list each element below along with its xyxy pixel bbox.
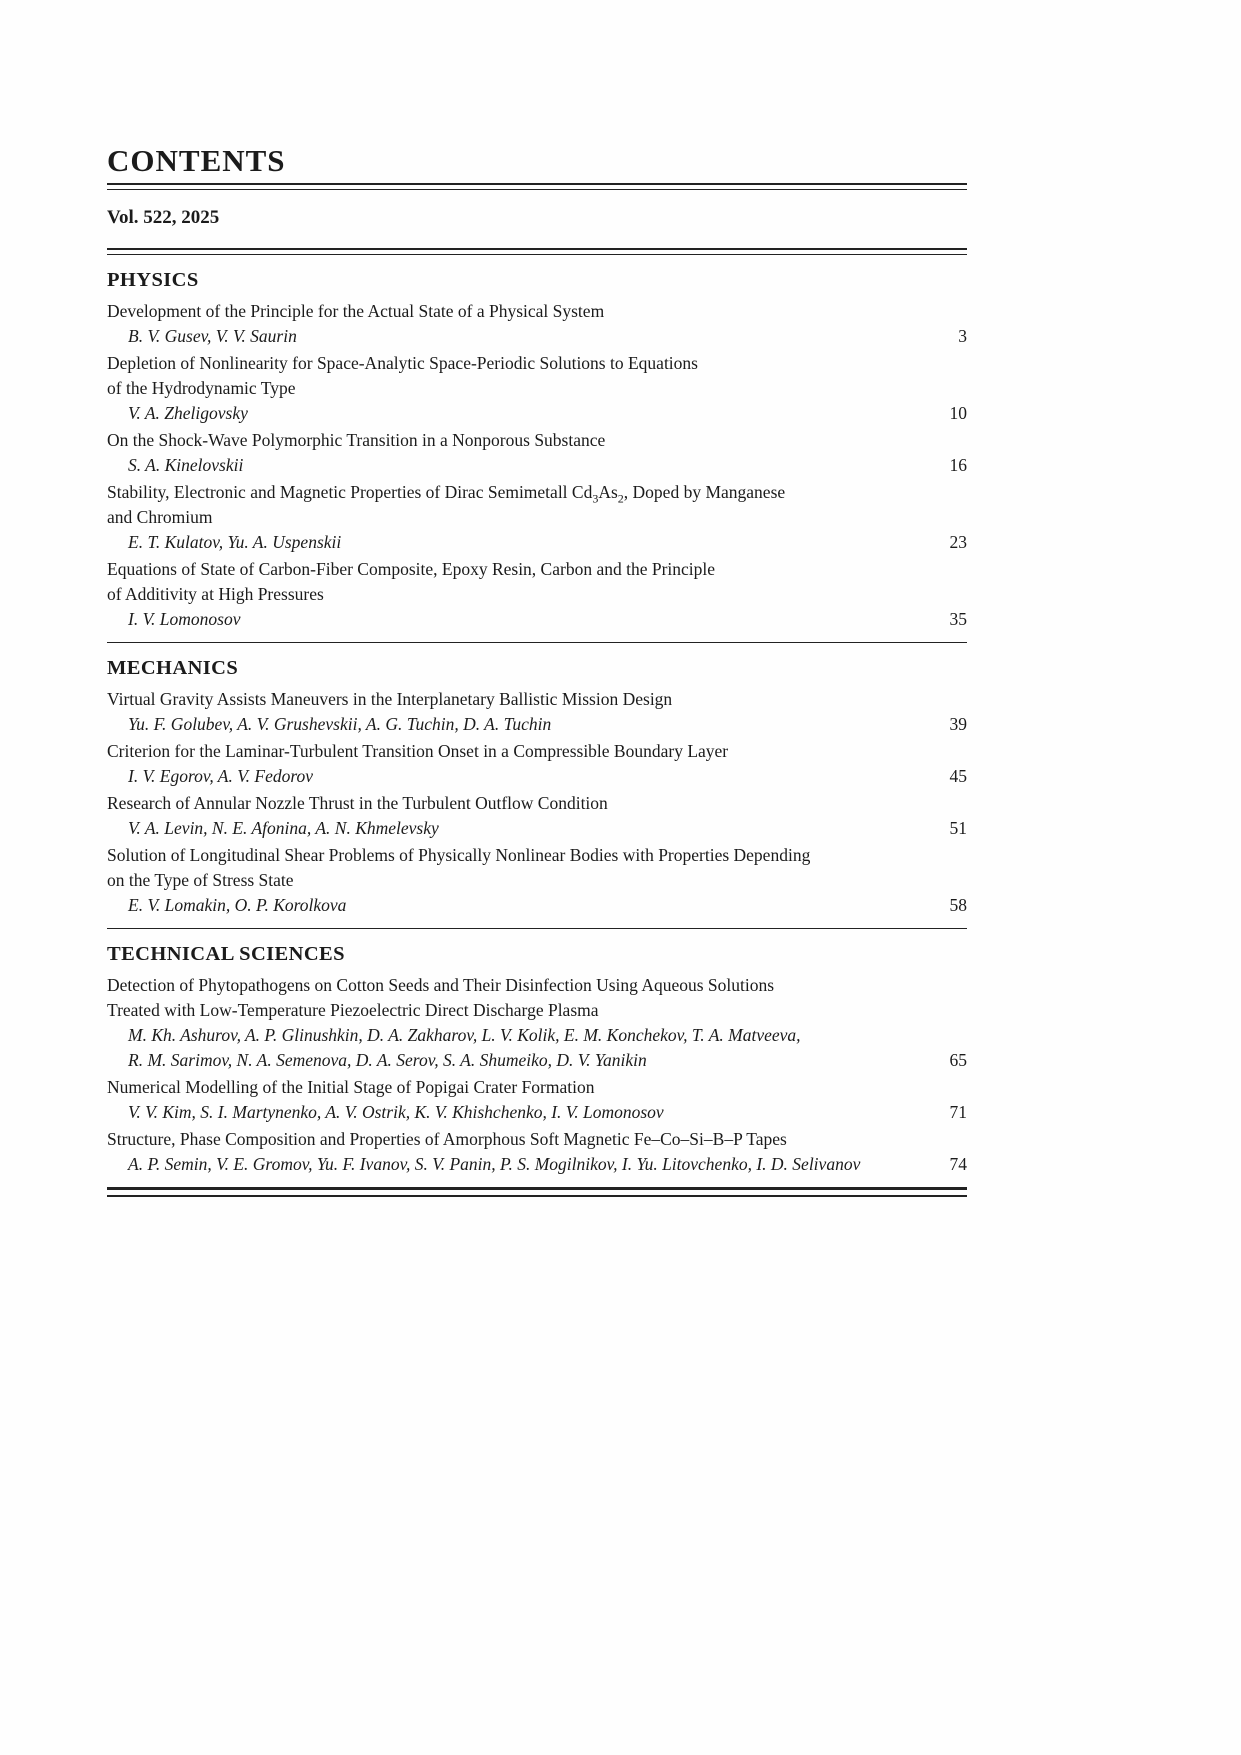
toc-entry	[107, 299, 967, 349]
toc-entry	[107, 1127, 967, 1177]
entry-byline	[107, 607, 967, 632]
toc-entry	[107, 428, 967, 478]
entry-page-number: 16	[949, 455, 967, 475]
entry-authors: S. A. Kinelovskii	[128, 455, 244, 475]
entry-authors: M. Kh. Ashurov, A. P. Glinushkin, D. A. Zakharov, L. V. Kolik, E. M. Konchekov, T. A. Matveeva, R. M. Sarimov, N. A. Semenova, D. A. Serov, S. A. Shumeiko, D. V. Yanikin	[128, 1025, 801, 1070]
entry-title: of Additivity at High Pressures	[107, 584, 324, 604]
toc-entry	[107, 480, 967, 555]
entry-authors: Yu. F. Golubev, A. V. Grushevskii, A. G. Tuchin, D. A. Tuchin	[128, 714, 552, 734]
title-double-rule	[107, 183, 967, 190]
entry-byline	[107, 401, 967, 426]
entry-title: Research of Annular Nozzle Thrust in the Turbulent Outflow Condition	[107, 793, 608, 813]
entry-byline	[107, 1023, 967, 1073]
entry-page-number: 71	[949, 1102, 967, 1122]
entry-title: of the Hydrodynamic Type	[107, 378, 296, 398]
toc-entry	[107, 557, 967, 632]
toc-entry	[107, 973, 967, 1073]
section-heading: PHYSICS	[107, 269, 199, 291]
section-divider-rule	[107, 928, 967, 929]
entry-title: Virtual Gravity Assists Maneuvers in the Interplanetary Ballistic Mission Design	[107, 689, 673, 709]
entry-page-number: 23	[949, 532, 967, 552]
entry-title: Structure, Phase Composition and Properties of Amorphous Soft Magnetic Fe–Co–Si–B–P Tapes	[107, 1129, 787, 1149]
toc-entry	[107, 1075, 967, 1125]
toc-entry	[107, 739, 967, 789]
entry-authors: A. P. Semin, V. E. Gromov, Yu. F. Ivanov, S. V. Panin, P. S. Mogilnikov, I. Yu. Litovchenko, I. D. Selivanov	[128, 1154, 861, 1174]
entry-authors: E. T. Kulatov, Yu. A. Uspenskii	[128, 532, 342, 552]
entry-title: Depletion of Nonlinearity for Space-Analytic Space-Periodic Solutions to Equations	[107, 353, 698, 373]
entry-title: Numerical Modelling of the Initial Stage of Popigai Crater Formation	[107, 1077, 595, 1097]
entry-page-number: 74	[949, 1154, 967, 1174]
entry-authors: B. V. Gusev, V. V. Saurin	[128, 326, 297, 346]
entry-page-number: 35	[949, 609, 967, 629]
entry-byline	[107, 324, 967, 349]
toc-entry	[107, 351, 967, 426]
entry-page-number: 10	[949, 403, 967, 423]
entry-page-number: 3	[958, 326, 967, 346]
entry-authors: I. V. Lomonosov	[128, 609, 241, 629]
entry-byline	[107, 816, 967, 841]
entry-title: Treated with Low-Temperature Piezoelectric Direct Discharge Plasma	[107, 1000, 599, 1020]
toc-entry	[107, 687, 967, 737]
volume-double-rule	[107, 248, 967, 255]
entry-title: Detection of Phytopathogens on Cotton Seeds and Their Disinfection Using Aqueous Solutions	[107, 975, 775, 995]
entry-title: On the Shock-Wave Polymorphic Transition in a Nonporous Substance	[107, 430, 606, 450]
entry-page-number: 39	[949, 714, 967, 734]
entry-byline	[107, 764, 967, 789]
section-heading: TECHNICAL SCIENCES	[107, 943, 345, 965]
entry-byline	[107, 893, 967, 918]
entry-authors: V. A. Zheligovsky	[128, 403, 248, 423]
entry-page-number: 51	[949, 818, 967, 838]
section-heading: MECHANICS	[107, 657, 239, 679]
entry-byline	[107, 1100, 967, 1125]
toc-sections	[107, 267, 967, 1177]
page-title: CONTENTS	[107, 143, 286, 178]
toc-entry	[107, 843, 967, 918]
contents-area	[107, 144, 967, 1197]
entry-page-number: 45	[949, 766, 967, 786]
entry-authors: V. A. Levin, N. E. Afonina, A. N. Khmelevsky	[128, 818, 439, 838]
entry-title: Equations of State of Carbon-Fiber Composite, Epoxy Resin, Carbon and the Principle	[107, 559, 716, 579]
entry-byline	[107, 712, 967, 737]
entry-byline	[107, 1152, 967, 1177]
entry-byline	[107, 530, 967, 555]
entry-title: Stability, Electronic and Magnetic Properties of Dirac Semimetall $Cd_3As_2$, Doped by Manganese	[107, 482, 786, 506]
entry-title: and Chromium	[107, 507, 213, 527]
entry-title: on the Type of Stress State	[107, 870, 294, 890]
entry-authors: V. V. Kim, S. I. Martynenko, A. V. Ostrik, K. V. Khishchenko, I. V. Lomonosov	[128, 1102, 664, 1122]
entry-authors: E. V. Lomakin, O. P. Korolkova	[128, 895, 347, 915]
bottom-double-rule	[107, 1187, 967, 1197]
entry-page-number: 58	[949, 895, 967, 915]
toc-entry	[107, 791, 967, 841]
volume-label: Vol. 522, 2025	[107, 207, 220, 228]
entry-page-number: 65	[949, 1050, 967, 1070]
entry-authors: I. V. Egorov, A. V. Fedorov	[128, 766, 314, 786]
entry-title: Criterion for the Laminar-Turbulent Transition Onset in a Compressible Boundary Layer	[107, 741, 729, 761]
entry-title: Solution of Longitudinal Shear Problems of Physically Nonlinear Bodies with Properties Depending	[107, 845, 811, 865]
section-divider-rule	[107, 642, 967, 643]
entry-byline	[107, 453, 967, 478]
entry-title: Development of the Principle for the Actual State of a Physical System	[107, 301, 605, 321]
